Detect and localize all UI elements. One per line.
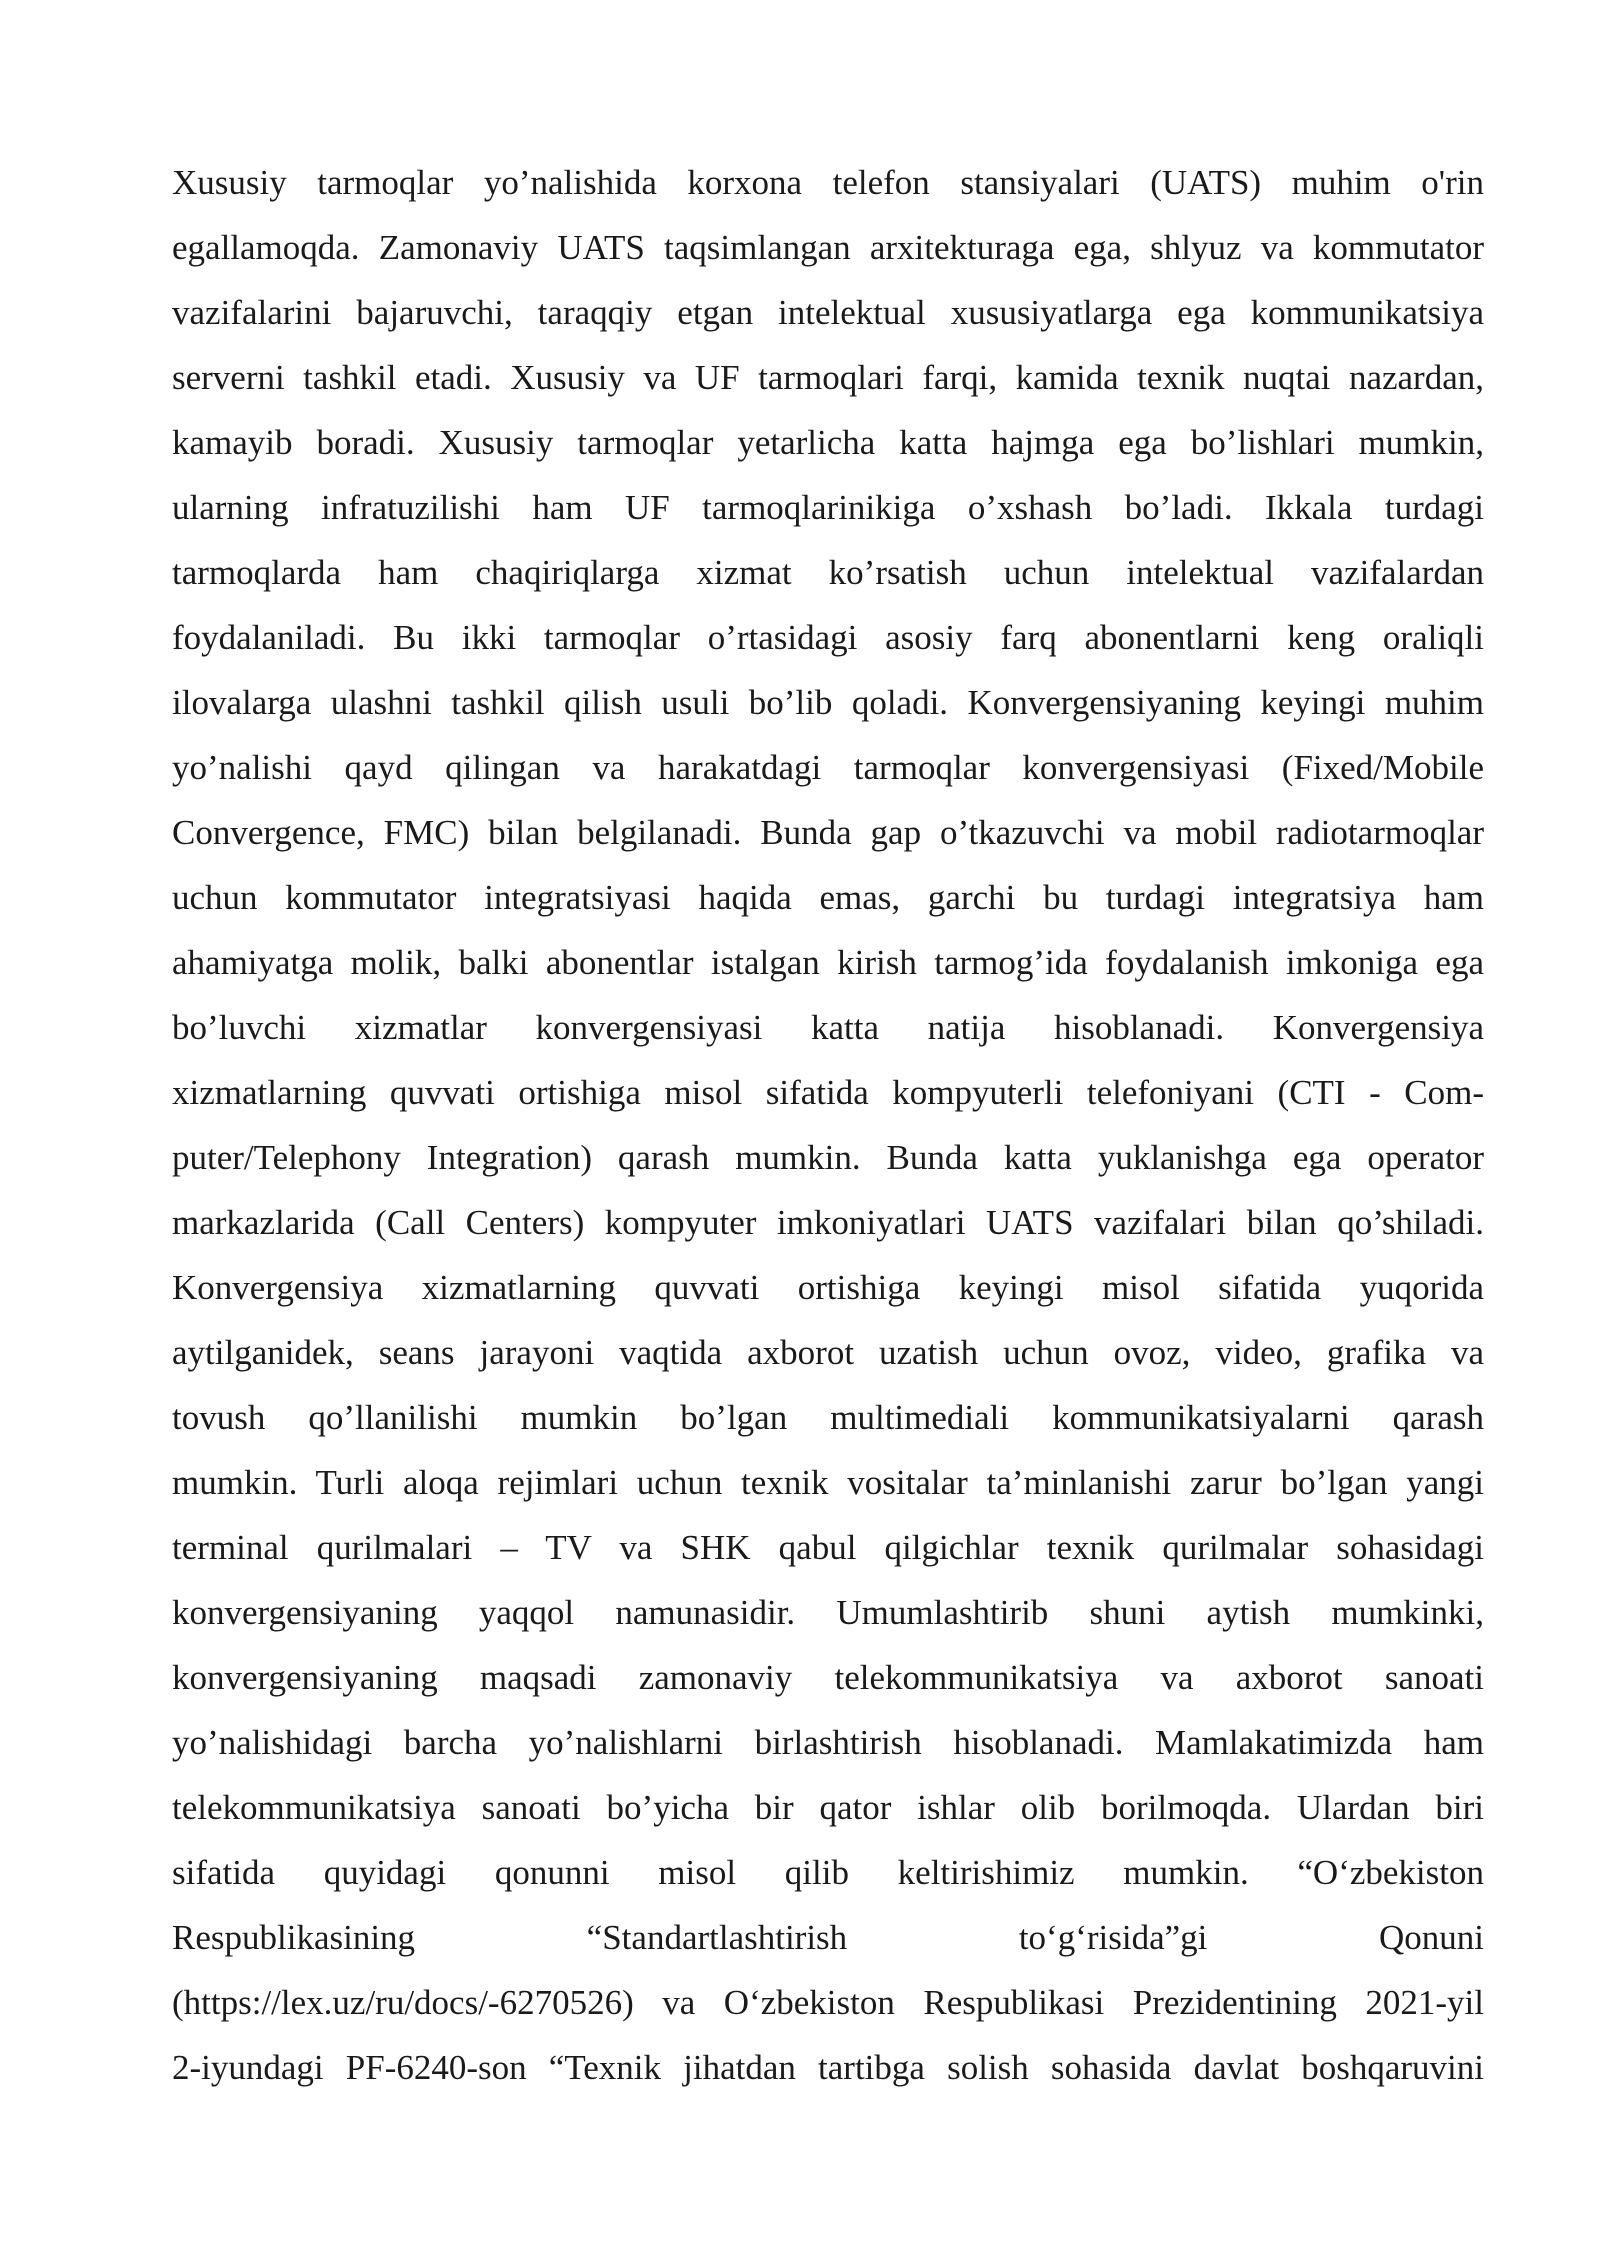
text-line: ularning infratuzilishi ham UF tarmoqlarinikiga o’xshash bo’ladi. Ikkala turdagi: [172, 488, 1484, 527]
text-line: ilovalarga ulashni tashkil qilish usuli bo’lib qoladi. Konvergensiyaning keyingi muhim: [172, 683, 1484, 722]
text-line: markazlarida (Call Centers) kompyuter imkoniyatlari UATS vazifalari bilan qo’shiladi.: [172, 1203, 1484, 1242]
text-line: Respublikasining “Standartlashtirish to‘g‘risida”gi Qonuni: [172, 1918, 1484, 1957]
main-paragraph: [172, 150, 1484, 2100]
text-line: telekommunikatsiya sanoati bo’yicha bir qator ishlar olib borilmoqda. Ulardan biri: [172, 1788, 1484, 1827]
text-line: Xususiy tarmoqlar yo’nalishida korxona telefon stansiyalari (UATS) muhim o'rin: [172, 163, 1484, 202]
text-line: ahamiyatga molik, balki abonentlar istalgan kirish tarmog’ida foydalanish imkoniga ega: [172, 943, 1484, 982]
text-line: kamayib boradi. Xususiy tarmoqlar yetarlicha katta hajmga ega bo’lishlari mumkin,: [172, 423, 1484, 462]
text-line: konvergensiyaning maqsadi zamonaviy telekommunikatsiya va axborot sanoati: [172, 1658, 1484, 1697]
text-line: serverni tashkil etadi. Xususiy va UF tarmoqlari farqi, kamida texnik nuqtai nazardan,: [172, 358, 1484, 397]
text-line: yo’nalishidagi barcha yo’nalishlarni birlashtirish hisoblanadi. Mamlakatimizda ham: [172, 1723, 1484, 1762]
text-line: uchun kommutator integratsiyasi haqida emas, garchi bu turdagi integratsiya ham: [172, 878, 1484, 917]
text-line: vazifalarini bajaruvchi, taraqqiy etgan intelektual xususiyatlarga ega kommunikatsiya: [172, 293, 1484, 332]
text-line: foydalaniladi. Bu ikki tarmoqlar o’rtasidagi asosiy farq abonentlarni keng oraliqli: [172, 618, 1484, 657]
text-line: tarmoqlarda ham chaqiriqlarga xizmat ko’rsatish uchun intelektual vazifalardan: [172, 553, 1484, 592]
text-line: sifatida quyidagi qonunni misol qilib keltirishimiz mumkin. “O‘zbekiston: [172, 1853, 1484, 1892]
text-line: (https://lex.uz/ru/docs/-6270526) va O‘zbekiston Respublikasi Prezidentining 2021-yil: [172, 1983, 1484, 2022]
text-line: mumkin. Turli aloqa rejimlari uchun texnik vositalar ta’minlanishi zarur bo’lgan yangi: [172, 1463, 1484, 1502]
text-line: Convergence, FMC) bilan belgilanadi. Bunda gap o’tkazuvchi va mobil radiotarmoqlar: [172, 813, 1484, 852]
document-body: [172, 150, 1484, 2100]
text-line: konvergensiyaning yaqqol namunasidir. Umumlashtirib shuni aytish mumkinki,: [172, 1593, 1484, 1632]
text-line: Konvergensiya xizmatlarning quvvati ortishiga keyingi misol sifatida yuqorida: [172, 1268, 1484, 1307]
text-line: yo’nalishi qayd qilingan va harakatdagi tarmoqlar konvergensiyasi (Fixed/Mobile: [172, 748, 1484, 787]
text-line: bo’luvchi xizmatlar konvergensiyasi katta natija hisoblanadi. Konvergensiya: [172, 1008, 1484, 1047]
text-line: 2-iyundagi PF-6240-son “Texnik jihatdan tartibga solish sohasida davlat boshqaruvini: [172, 2048, 1484, 2087]
text-line: tovush qo’llanilishi mumkin bo’lgan multimediali kommunikatsiyalarni qarash: [172, 1398, 1484, 1437]
text-line: puter/Telephony Integration) qarash mumkin. Bunda katta yuklanishga ega operator: [172, 1138, 1484, 1177]
text-line: egallamoqda. Zamonaviy UATS taqsimlangan arxitekturaga ega, shlyuz va kommutator: [172, 228, 1484, 267]
text-line: xizmatlarning quvvati ortishiga misol sifatida kompyuterli telefoniyani (CTI - Com-: [172, 1073, 1484, 1112]
text-line: aytilganidek, seans jarayoni vaqtida axborot uzatish uchun ovoz, video, grafika va: [172, 1333, 1484, 1372]
text-line: terminal qurilmalari – TV va SHK qabul qilgichlar texnik qurilmalar sohasidagi: [172, 1528, 1484, 1567]
